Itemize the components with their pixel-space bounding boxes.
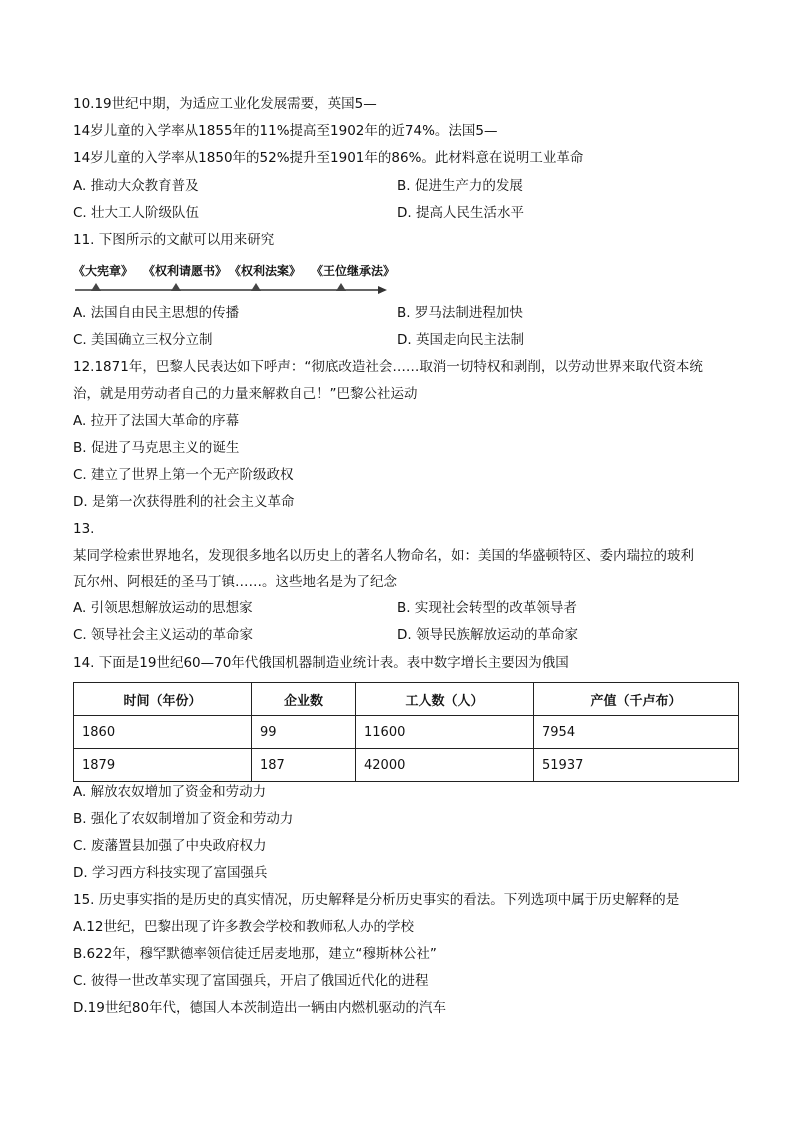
timeline-label-act-of-settlement: 《王位继承法》 — [311, 264, 396, 278]
q10-stem-line-1: 10.19世纪中期，为适应工业化发展需要，英国5— — [73, 96, 377, 112]
q14-option-b: B. 强化了农奴制增加了资金和劳动力 — [73, 811, 294, 827]
q10-option-c: C. 壮大工人阶级队伍 — [73, 205, 200, 221]
table-cell: 42000 — [356, 749, 534, 782]
timeline-label-magna-carta: 《大宪章》 — [73, 264, 134, 278]
q15-option-d: D.19世纪80年代，德国人本茨制造出一辆由内燃机驱动的汽车 — [73, 1000, 447, 1016]
q12-option-b: B. 促进了马克思主义的诞生 — [73, 440, 240, 456]
q15-option-b: B.622年，穆罕默德率领信徒迁居麦地那，建立“穆斯林公社” — [73, 946, 437, 962]
table-header-cell: 工人数（人） — [356, 683, 534, 716]
table-header-cell: 时间（年份） — [74, 683, 252, 716]
table-cell: 7954 — [534, 716, 739, 749]
table-cell: 11600 — [356, 716, 534, 749]
q13-stem-line-2: 瓦尔州、阿根廷的圣马丁镇……。这些地名是为了纪念 — [73, 574, 397, 590]
q12-stem-line-2: 治，就是用劳动者自己的力量来解救自己！”巴黎公社运动 — [73, 386, 418, 402]
q11-stem: 11. 下图所示的文献可以用来研究 — [73, 232, 275, 248]
q14-option-a: A. 解放农奴增加了资金和劳动力 — [73, 784, 267, 800]
table-cell: 99 — [252, 716, 356, 749]
q11-option-c: C. 美国确立三权分立制 — [73, 332, 213, 348]
q10-option-d: D. 提高人民生活水平 — [397, 205, 524, 221]
q12-option-d: D. 是第一次获得胜利的社会主义革命 — [73, 494, 295, 510]
table-cell: 1860 — [74, 716, 252, 749]
q13-option-b: B. 实现社会转型的改革领导者 — [397, 600, 577, 616]
q14-option-d: D. 学习西方科技实现了富国强兵 — [73, 865, 268, 881]
q11-option-d: D. 英国走向民主法制 — [397, 332, 524, 348]
q13-option-a: A. 引领思想解放运动的思想家 — [73, 600, 253, 616]
q10-stem-line-2: 14岁儿童的入学率从1855年的11%提高至1902年的近74%。法国5— — [73, 123, 498, 139]
q11-timeline-figure — [73, 262, 396, 296]
table-row — [74, 749, 739, 782]
q15-option-a: A.12世纪，巴黎出现了许多教会学校和教师私人办的学校 — [73, 919, 414, 935]
table-cell: 51937 — [534, 749, 739, 782]
q10-option-a: A. 推动大众教育普及 — [73, 178, 199, 194]
q15-stem: 15. 历史事实指的是历史的真实情况，历史解释是分析历史事实的看法。下列选项中属于历史解释的是 — [73, 892, 680, 908]
table-header-cell: 产值（千卢布） — [534, 683, 739, 716]
table-cell: 187 — [252, 749, 356, 782]
table-cell: 1879 — [74, 749, 252, 782]
q13-option-c: C. 领导社会主义运动的革命家 — [73, 627, 254, 643]
q10-stem-line-3: 14岁儿童的入学率从1850年的52%提升至1901年的86%。此材料意在说明工业革命 — [73, 150, 584, 166]
q10-option-b: B. 促进生产力的发展 — [397, 178, 523, 194]
table-header-row — [74, 683, 739, 716]
q12-stem-line-1: 12.1871年，巴黎人民表达如下呼声：“彻底改造社会……取消一切特权和剥削，以劳动世界来取代资本统 — [73, 359, 703, 375]
q12-option-a: A. 拉开了法国大革命的序幕 — [73, 413, 240, 429]
q13-option-d: D. 领导民族解放运动的革命家 — [397, 627, 578, 643]
table-header-cell: 企业数 — [252, 683, 356, 716]
q14-stem: 14. 下面是19世纪60—70年代俄国机器制造业统计表。表中数字增长主要因为俄国 — [73, 655, 569, 671]
timeline-label-petition-of-right: 《权利请愿书》 — [143, 264, 228, 278]
timeline-label-bill-of-rights: 《权利法案》 — [229, 264, 302, 278]
q11-option-a: A. 法国自由民主思想的传播 — [73, 305, 240, 321]
table-row — [74, 716, 739, 749]
timeline-arrow-icon — [73, 262, 388, 296]
q14-statistics-table — [73, 682, 739, 782]
q13-number: 13. — [73, 521, 95, 537]
q11-option-b: B. 罗马法制进程加快 — [397, 305, 523, 321]
q12-option-c: C. 建立了世界上第一个无产阶级政权 — [73, 467, 294, 483]
q13-stem-line-1: 某同学检索世界地名，发现很多地名以历史上的著名人物命名，如：美国的华盛顿特区、委内瑞拉的玻利 — [73, 548, 694, 564]
q14-option-c: C. 废藩置县加强了中央政府权力 — [73, 838, 267, 854]
q15-option-c: C. 彼得一世改革实现了富国强兵，开启了俄国近代化的进程 — [73, 973, 429, 989]
